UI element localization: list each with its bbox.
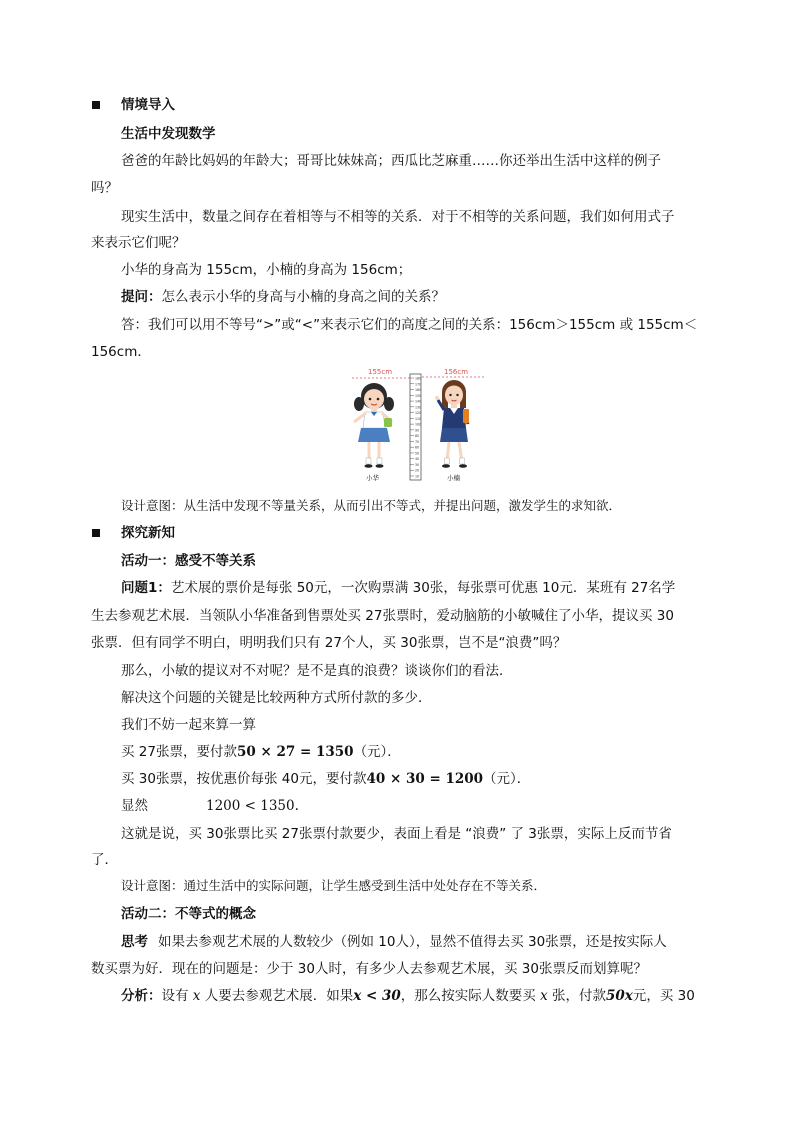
analysis-t2: 人要去参观艺术展．如果 — [204, 988, 354, 1004]
paragraph-2-line-1: 现实生活中，数量之间存在着相等与不相等的关系．对于不相等的关系问题，我们如何用式子 — [121, 209, 675, 225]
analysis-label: 分析： — [121, 988, 162, 1004]
think-text: 如果去参观艺术展的人数较少（例如 10人），显然不值得去买 30张票，还是按实际人 — [158, 934, 667, 950]
payment-50x: 50x — [605, 988, 633, 1004]
calc-27-tickets — [121, 743, 401, 761]
ruler-tick-label: 150 — [415, 393, 422, 398]
think-line-1 — [121, 933, 667, 951]
question-line — [121, 288, 445, 306]
height-illustration — [344, 366, 488, 484]
ruler-tick-label: 130 — [415, 405, 422, 410]
obvious-line — [121, 797, 299, 815]
obvious-label: 显然 — [121, 798, 148, 814]
paragraph-1-line-1: 爸爸的年龄比妈妈的年龄大；哥哥比妹妹高；西瓜比芝麻重……你还举出生活中这样的例子 — [121, 153, 661, 169]
problem-1-text: 艺术展的票价是每张 50元，一次购票满 30张，每张票可优惠 10元．某班有 27名学 — [170, 580, 676, 596]
activity-1-title: 活动一：感受不等关系 — [121, 553, 256, 569]
ruler-tick-label: 100 — [415, 422, 422, 427]
girl-xiaohua-icon — [354, 383, 394, 468]
ruler-tick-label: 30 — [415, 462, 420, 467]
ruler-tick-label: 40 — [415, 457, 420, 462]
problem-1-line-3: 张票．但有同学不明白，明明我们只有 27个人，买 30张票，岂不是“浪费”吗？ — [91, 635, 567, 651]
calc-27-pre: 买 27张票，要付款 — [121, 744, 237, 760]
girl-xiaonan-icon — [435, 380, 469, 468]
problem-1-line-1 — [121, 579, 675, 597]
variable-x-2: x — [540, 988, 548, 1004]
ruler-tick-label: 160 — [415, 388, 422, 393]
calc-27-expr: 50 × 27 = 1350 — [236, 744, 354, 760]
ruler-tick-label: 70 — [415, 439, 420, 444]
calc-30-post: （元）． — [483, 771, 531, 787]
paragraph-1-line-2: 吗？ — [91, 180, 118, 196]
paragraph-heights: 小华的身高为 155cm，小楠的身高为 156cm； — [121, 262, 412, 278]
problem-1-label: 问题1： — [121, 580, 171, 596]
ruler-tick-label: 80 — [415, 434, 420, 439]
answer-line-1: 答：我们可以用不等号“>”或“<”来表示它们的高度之间的关系：156cm＞155cm 或 155cm＜ — [121, 317, 698, 333]
calc-30-pre: 买 30张票，按优惠价每张 40元，要付款 — [121, 771, 367, 787]
conclusion-line-1: 这就是说，买 30张票比买 27张票付款要少，表面上看是 “浪费” 了 3张票，实际上反而节省 — [121, 826, 672, 842]
ruler-tick-label: 180 — [415, 376, 422, 381]
think-label: 思考 — [121, 934, 148, 950]
design-intent-2: 设计意图：通过生活中的实际问题，让学生感受到生活中处处存在不等关系． — [121, 878, 547, 893]
calc-30-tickets — [121, 770, 530, 788]
subheading-life-math: 生活中发现数学 — [121, 126, 216, 142]
right-height-label: 156cm — [444, 368, 469, 376]
paragraph-calc-intro: 我们不妨一起来算一算 — [121, 717, 256, 733]
paragraph-2-line-2: 来表示它们呢？ — [91, 235, 186, 251]
analysis-t4: 张，付款 — [551, 988, 606, 1004]
ruler-tick-label: 10 — [415, 474, 420, 479]
height-comparison-figure — [344, 366, 488, 484]
calc-30-expr: 40 × 30 = 1200 — [366, 771, 484, 787]
right-name-label: 小楠 — [447, 474, 460, 482]
ruler-tick-label: 170 — [415, 382, 422, 387]
activity-2-title: 活动二：不等式的概念 — [121, 906, 256, 922]
ruler-tick-label: 120 — [415, 411, 422, 416]
conclusion-line-2: 了． — [91, 852, 118, 868]
section-bullet — [92, 101, 100, 109]
ruler-tick-label: 60 — [415, 445, 420, 450]
section-title-situation: 情境导入 — [121, 97, 175, 113]
analysis-t5: 元，买 30 — [632, 988, 695, 1004]
answer-line-2: 156cm． — [91, 344, 151, 360]
left-name-label: 小华 — [366, 474, 379, 482]
section-title-explore: 探究新知 — [121, 525, 175, 541]
analysis-t1: 设有 — [161, 988, 189, 1004]
question-text: 怎么表示小华的身高与小楠的身高之间的关系？ — [161, 289, 445, 305]
paragraph-opinion: 那么，小敏的提议对不对呢？是不是真的浪费？谈谈你们的看法． — [121, 663, 513, 679]
ruler-tick-label: 20 — [415, 468, 420, 473]
ruler-tick-label: 90 — [415, 428, 420, 433]
question-label: 提问： — [121, 289, 162, 305]
ruler-tick-label: 50 — [415, 451, 420, 456]
design-intent-1: 设计意图：从生活中发现不等量关系，从而引出不等式，并提出问题，激发学生的求知欲． — [121, 498, 622, 513]
left-height-label: 155cm — [368, 368, 393, 376]
ruler-tick-label: 140 — [415, 399, 422, 404]
paragraph-key: 解决这个问题的关键是比较两种方式所付款的多少． — [121, 690, 432, 706]
problem-1-line-2: 生去参观艺术展．当领队小华准备到售票处买 27张票时，爱动脑筋的小敏喊住了小华，提议买 30 — [91, 608, 674, 624]
inequality-x-lt-30: x < 30 — [353, 988, 401, 1004]
analysis-line — [121, 987, 695, 1005]
obvious-expr: 1200 < 1350. — [206, 798, 299, 814]
think-line-2: 数买票为好．现在的问题是：少于 30人时，有多少人去参观艺术展，买 30张票反而划算呢？ — [91, 961, 647, 977]
calc-27-post: （元）． — [353, 744, 401, 760]
ruler-tick-label: 110 — [415, 416, 422, 421]
section-bullet — [92, 529, 100, 537]
analysis-t3: ，那么按实际人数要买 — [400, 988, 536, 1004]
variable-x: x — [192, 988, 201, 1004]
